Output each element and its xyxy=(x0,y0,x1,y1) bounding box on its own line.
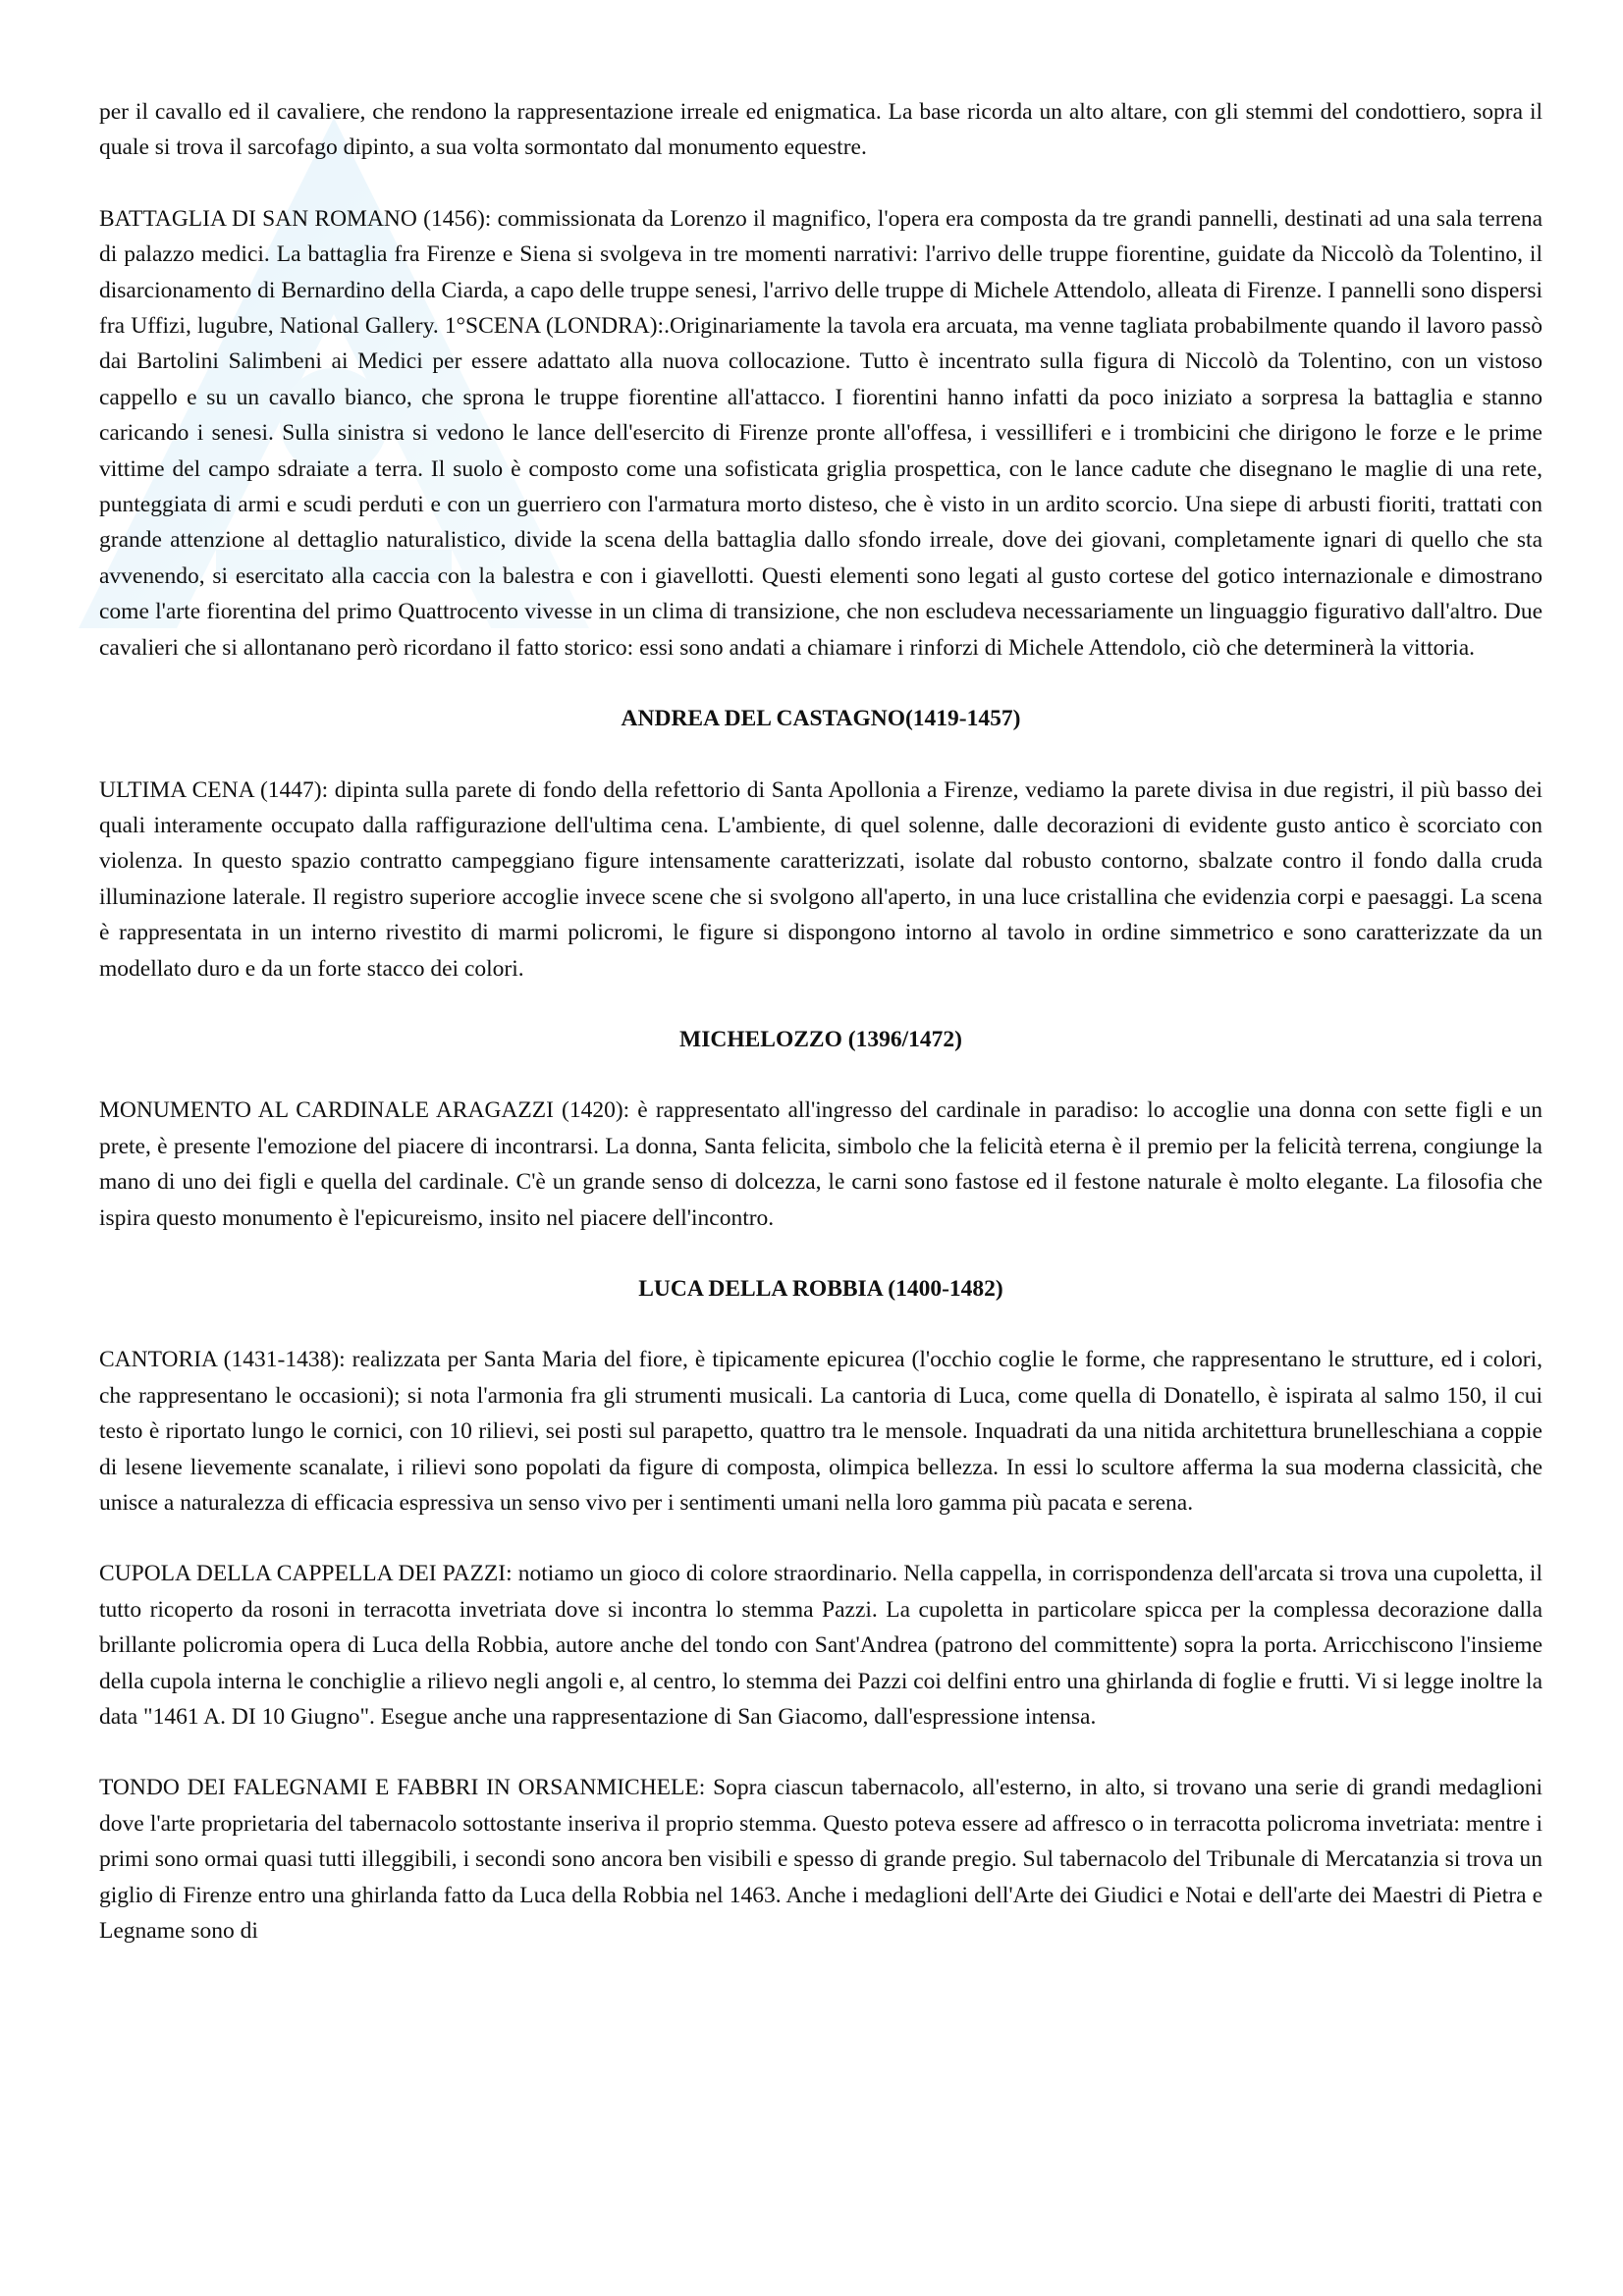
paragraph-battaglia-di-san-romano: BATTAGLIA DI SAN ROMANO (1456): commissionata da Lorenzo il magnifico, l'opera era composta da tre grandi pannelli, destinati ad una sala terrena di palazzo medici. La battaglia fra Firenze e Siena si svolgeva in tre momenti narrativi: l'arrivo delle truppe fiorentine, guidate da Niccolò da Tolentino, il disarcionamento di Bernardino della Ciarda, a capo delle truppe senesi, l'arrivo delle truppe di Michele Attendolo, alleata di Firenze. I pannelli sono dispersi fra Uffizi, lugubre, National Gallery. 1°SCENA (LONDRA):.Originariamente la tavola era arcuata, ma venne tagliata probabilmente quando il lavoro passò dai Bartolini Salimbeni ai Medici per essere adattato alla nuova collocazione. Tutto è incentrato sulla figura di Niccolò da Tolentino, con un vistoso cappello e su un cavallo bianco, che sprona le truppe fiorentine all'attacco. I fiorentini hanno infatti da poco iniziato a sorpresa la battaglia e stanno caricando i senesi. Sulla sinistra si vedono le lance dell'esercito di Firenze pronte all'offesa, i vessilliferi e i trombicini che dirigono le forze e le prime vittime del campo sdraiate a terra. Il suolo è composto come una sofisticata griglia prospettica, con le lance cadute che disegnano le maglie di una rete, punteggiata di armi e scudi perduti e con un guerriero con l'armatura morto disteso, che è visto in un ardito scorcio. Una siepe di arbusti fioriti, trattati con grande attenzione al dettaglio naturalistico, divide la scena della battaglia dallo sfondo irreale, dove dei giovani, completamente ignari di quello che sta avvenendo, si esercitato alla caccia con la balestra e con i giavellotti. Questi elementi sono legati al gusto cortese del gotico internazionale e dimostrano come l'arte fiorentina del primo Quattrocento vivesse in un clima di transizione, che non escludeva necessariamente un linguaggio figurativo dall'altro. Due cavalieri che si allontanano però ricordano il fatto storico: essi sono andati a chiamare i rinforzi di Michele Attendolo, ciò che determinerà la vittoria. xyxy=(99,205,1542,661)
heading-luca-della-robbia: LUCA DELLA ROBBIA (1400-1482) xyxy=(638,1275,1003,1302)
paragraph-equestrian-monument-end: per il cavallo ed il cavaliere, che rendono la rappresentazione irreale ed enigmatica. La base ricorda un alto altare, con gli stemmi del condottiero, sopra il quale si trova il sarcofago dipinto, a sua volta sormontato dal monumento equestre. xyxy=(99,99,1542,161)
paragraph-tondo-orsanmichele: TONDO DEI FALEGNAMI E FABBRI IN ORSANMICHELE: Sopra ciascun tabernacolo, all'esterno, in alto, si trovano una serie di grandi medaglioni dove l'arte proprietaria del tabernacolo sottostante inseriva il proprio stemma. Questo poteva essere ad affresco o in terracotta policroma invetriata: mentre i primi sono ormai quasi tutti illeggibili, i secondi sono ancora ben visibili e spesso di grande pregio. Sul tabernacolo del Tribunale di Mercatanzia si trova un giglio di Firenze entro una ghirlanda fatto da Luca della Robbia nel 1463. Anche i medaglioni dell'Arte dei Giudici e Notai e dell'arte dei Maestri di Pietra e Legname sono di xyxy=(99,1775,1542,1945)
heading-andrea-del-castagno: ANDREA DEL CASTAGNO(1419-1457) xyxy=(621,706,1021,732)
paragraph-ultima-cena: ULTIMA CENA (1447): dipinta sulla parete di fondo della refettorio di Santa Apollonia a Firenze, vediamo la parete divisa in due registri, il più basso dei quali interamente occupato dalla raffigurazione dell'ultima cena. L'ambiente, di quel solenne, dalle decorazioni di evidente gusto antico è scorciato con violenza. In questo spazio contratto campeggiano figure intensamente caratterizzati, isolate dal robusto contorno, sbalzate contro il fondo dalla cruda illuminazione laterale. Il registro superiore accoglie invece scene che si svolgono all'aperto, in una luce cristallina che evidenzia corpi e paesaggi. La scena è rappresentata in un interno rivestito di marmi policromi, le figure si dispongono intorno al tavolo in ordine simmetrico e sono caratterizzate da un modellato duro e da un forte stacco dei colori. xyxy=(99,776,1542,982)
paragraph-cupola-cappella-pazzi: CUPOLA DELLA CAPPELLA DEI PAZZI: notiamo un gioco di colore straordinario. Nella cappella, in corrispondenza dell'arcata si trova una cupoletta, il tutto ricoperto da rosoni in terracotta invetriata dove si incontra lo stemma Pazzi. La cupoletta in particolare spicca per la complessa decorazione dalla brillante policromia opera di Luca della Robbia, autore anche del tondo con Sant'Andrea (patrono del committente) sopra la porta. Arricchiscono l'insieme della cupola interna le conchiglie a rilievo negli angoli e, al centro, lo stemma dei Pazzi coi delfini entro una ghirlanda di foglie e frutti. Vi si legge inoltre la data "1461 A. DI 10 Giugno". Esegue anche una rappresentazione di San Giacomo, dall'espressione intensa. xyxy=(99,1561,1542,1731)
document-page xyxy=(99,94,1542,1949)
heading-michelozzo: MICHELOZZO (1396/1472) xyxy=(679,1026,962,1052)
paragraph-monumento-aragazzi: MONUMENTO AL CARDINALE ARAGAZZI (1420): è rappresentato all'ingresso del cardinale in paradiso: lo accoglie una donna con sette figli e un prete, è presente l'emozione del piacere di incontrarsi. La donna, Santa felicita, simbolo che la felicità eterna è il premio per la felicità terrena, congiunge la mano di uno dei figli e quella del cardinale. C'è un grande senso di dolcezza, le carni sono fastose ed il festone naturale è molto elegante. La filosofia che ispira questo monumento è l'epicureismo, insito nel piacere dell'incontro. xyxy=(99,1097,1542,1231)
paragraph-cantoria: CANTORIA (1431-1438): realizzata per Santa Maria del fiore, è tipicamente epicurea (l'occhio coglie le forme, che rappresentano le strutture, ed i colori, che rappresentano le occasioni); si nota l'armonia fra gli strumenti musicali. La cantoria di Luca, come quella di Donatello, è ispirata al salmo 150, il cui testo è riportato lungo le cornici, con 10 rilievi, sei posti sul parapetto, quattro tra le mensole. Inquadrati da una nitida architettura brunelleschiana a coppie di lesene lievemente scanalate, i rilievi sono popolati da figure di composta, olimpica bellezza. In essi lo scultore afferma la sua moderna classicità, che unisce a naturalezza di efficacia espressiva un senso vivo per i sentimenti umani nella loro gamma più pacata e serena. xyxy=(99,1347,1542,1516)
